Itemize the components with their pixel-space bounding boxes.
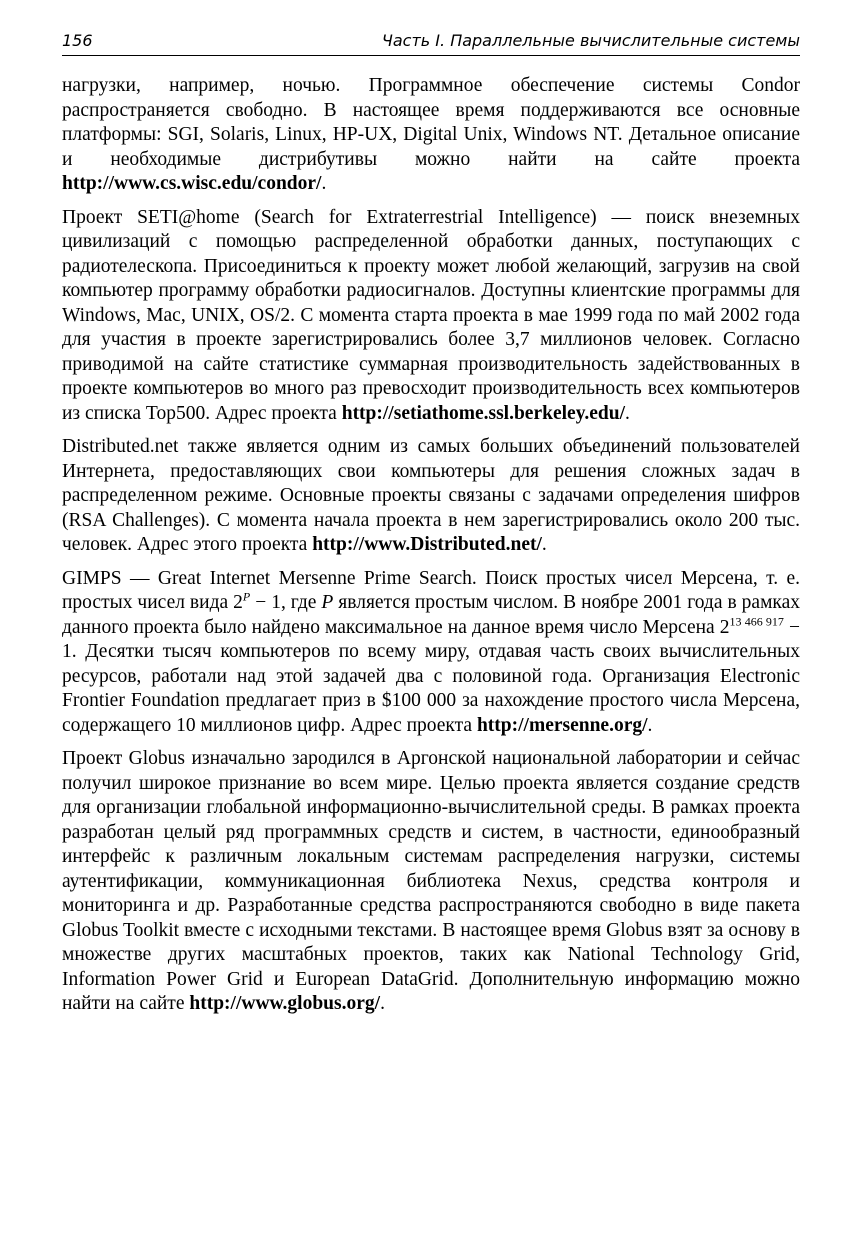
paragraph-text: − 1. Десятки тысяч компьютеров по всему миру, отдавая часть своих вычислительных ресурсов, работали над этой задачей два с половиной года. Организация Electronic Frontier Foundation предлагает приз в $100 000 за нахождение простого числа Мерсена, содержащего 10 миллионов цифр. Адрес проекта	[62, 616, 800, 736]
paragraph-text: Проект Globus изначально зародился в Аргонской национальной лаборатории и сейчас получил широкое признание во всем мире. Целью проекта является создание средств для организации глобальной информационно-вычислительной среды. В рамках проекта разработан целый ряд программных средств и систем, в частности, единообразный интерфейс к различным локальным системам распределения нагрузки, системы аутентификации, коммуникационная библиотека Nexus, средства контроля и мониторинга и др. Разработанные средства распространяются свободно в виде пакета Globus Toolkit вместе с исходными текстами. В настоящее время Globus взят за основу в множестве других масштабных проектов, таких как National Technology Grid, Information Power Grid и European DataGrid. Дополнительную информацию можно найти на сайте	[62, 748, 800, 1014]
mersenne-exponent: 13 466 917	[729, 614, 784, 628]
seti-url-link[interactable]: http://setiathome.ssl.berkeley.edu/	[341, 402, 626, 424]
distributed-net-url-link[interactable]: http://www.Distributed.net/	[312, 534, 542, 555]
paragraph-end: .	[647, 714, 653, 736]
paragraph-globus	[62, 747, 800, 1017]
condor-url-link[interactable]: http://www.cs.wisc.edu/condor/	[62, 173, 322, 194]
running-title: Часть I. Параллельные вычислительные системы	[381, 31, 800, 50]
header-divider	[62, 55, 800, 56]
paragraph-distributed-net	[62, 435, 800, 558]
paragraph-end: .	[380, 993, 385, 1014]
paragraph-end: .	[625, 402, 630, 424]
variable-p: P	[321, 592, 334, 613]
paragraph-text: Проект SETI@home (Search for Extraterrestrial Intelligence) — поиск внеземных цивилизаций с помощью распределенной обработки данных, поступающих с радиотелескопа. Присоединиться к проекту может любой желающий, загрузив на свой компьютер программу обработки радиосигналов. Доступны клиентские программы для Windows, Mac, UNIX, OS/2. С момента старта проекта в мае 1999 года по май 2002 года для участия в проекте зарегистрировались более 3,7 миллионов человек. Согласно приводимой на сайте статистике суммарная производительность задействованных в проекте компьютеров во много раз превосходит производительность всех компьютеров из списка Top500. Адрес проекта	[62, 206, 800, 424]
page-body	[62, 74, 800, 1026]
paragraph-text: является простым числом. В ноябре 2001 года в рамках данного проекта было найдено максимальное на данное время число Мерсена 2	[62, 592, 800, 638]
paragraph-end: .	[321, 173, 327, 194]
paragraph-text: GIMPS — Great Internet Mersenne Prime Search. Поиск простых чисел Мерсена, т. е. простых чисел вида 2	[62, 567, 800, 613]
paragraph-seti	[62, 206, 800, 427]
paragraph-text: нагрузки, например, ночью. Программное обеспечение системы Condor распространяется свободно. В настоящее время поддерживаются все основные платформы: SGI, Solaris, Linux, HP-UX, Digital Unix, Windows NT. Детальное описание и необходимые дистрибутивы можно найти на сайте проекта	[62, 75, 800, 170]
page-number: 156	[62, 31, 93, 50]
paragraph-condor	[62, 74, 800, 197]
paragraph-end: .	[541, 534, 547, 555]
paragraph-text: Distributed.net также является одним из самых больших объединений пользователей Интернета, предоставляющих свои компьютеры для решения сложных задач в распределенном режиме. Основные проекты связаны с задачами определения шифров (RSA Challenges). С момента начала проекта в нем зарегистрировались около 200 тыс. человек. Адрес этого проекта	[62, 436, 800, 555]
mersenne-url-link[interactable]: http://mersenne.org/	[476, 714, 648, 736]
page-header	[62, 30, 800, 54]
paragraph-text: − 1, где	[250, 592, 322, 613]
exponent-p: P	[242, 589, 251, 604]
globus-url-link[interactable]: http://www.globus.org/	[189, 993, 381, 1014]
paragraph-gimps	[62, 567, 800, 739]
